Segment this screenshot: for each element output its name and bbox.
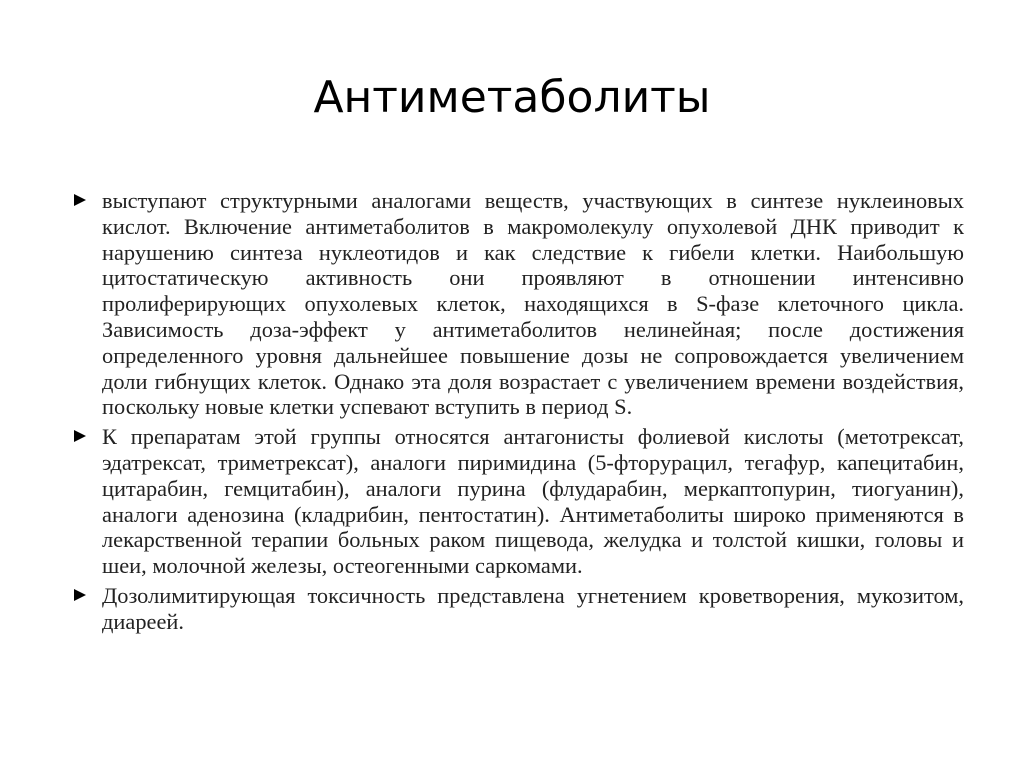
bullet-triangle-icon — [74, 589, 86, 601]
bullet-text: К препаратам этой группы относятся антагонисты фолиевой кислоты (метотрексат, эдатрексат, триметрексат), аналоги пиримидина (5-фторурацил, тегафур, капецитабин, цитарабин, гемцитабин), аналоги пурина (флударабин, меркаптопурин, тиогуанин), аналоги аденозина (кладрибин, пентостатин). Антиметаболиты широко применяются в лекарственной терапии больных раком пищевода, желудка и толстой кишки, головы и шеи, молочной железы, остеогенными саркомами. — [102, 424, 964, 579]
bullet-triangle-icon — [74, 430, 86, 442]
bullet-triangle-icon — [74, 194, 86, 206]
slide-title: Антиметаболиты — [313, 72, 711, 123]
list-item — [74, 583, 964, 635]
bullet-list — [74, 188, 964, 639]
list-item — [74, 424, 964, 579]
list-item — [74, 188, 964, 420]
bullet-text: Дозолимитирующая токсичность представлена угнетением кроветворения, мукозитом, диареей. — [102, 582, 964, 634]
bullet-text: выступают структурными аналогами веществ, участвующих в синтезе нуклеиновых кислот. Включение антиметаболитов в макромолекулу опухолевой ДНК приводит к нарушению синтеза нуклеотидов и как следствие к гибели клетки. Наибольшую цитостатическую активность они проявляют в отношении интенсивно пролиферирующих опухолевых клеток, находящихся в S-фазе клеточного цикла. Зависимость доза-эффект у антиметаболитов нелинейная; после достижения определенного уровня дальнейшее повышение дозы не сопровождается увеличением доли гибнущих клеток. Однако эта доля возрастает с увеличением времени воздействия, поскольку новые клетки успевают вступить в период S. — [102, 188, 964, 420]
